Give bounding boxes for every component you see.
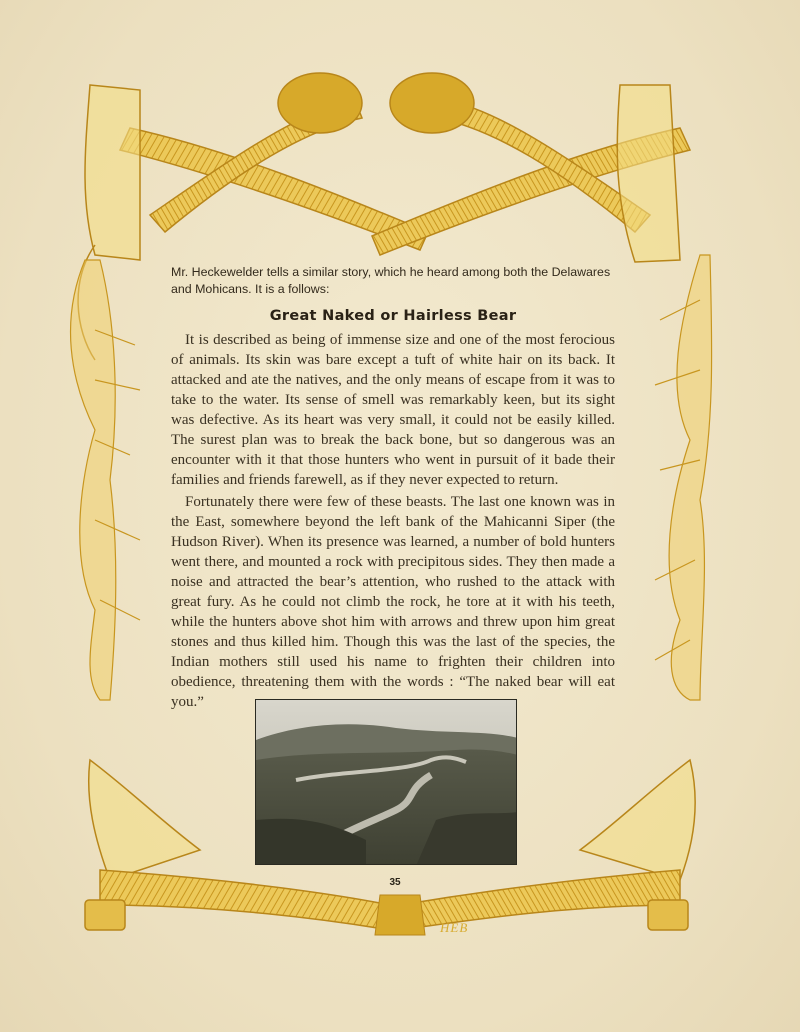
top-right-pipe-tomahawk bbox=[372, 73, 690, 262]
left-feather-ornament bbox=[71, 260, 140, 700]
bottom-center-knot bbox=[375, 895, 425, 935]
page-number: 35 bbox=[389, 877, 401, 888]
body-paragraph-2: Fortunately there were few of these beasts. The last one known was in the East, somewhere beyond the left bank of the Mahicanni Siper (the Hudson River). When its presence was learned, a number of bold hunters went there, and mounted a rock with precipitous sides. They then made a noise and attracted the bear’s attention, who rushed to the attack with great fury. As he could not climb the rock, he tore at it with his teeth, while the hunters above shot him with arrows and threw upon him great stones and thus killed him. Though this was the last of the species, the Indian mothers still used his name to frighten their children into obedience, threatening them with the words : “The naked bear will eat you.” bbox=[171, 494, 615, 710]
section-heading: Great Naked or Hairless Bear bbox=[269, 308, 517, 324]
photo-river-valley-image bbox=[256, 700, 517, 865]
text-block bbox=[171, 264, 615, 712]
artist-monogram: HEB bbox=[440, 920, 469, 935]
right-feather-ornament bbox=[655, 255, 712, 700]
body-paragraph-1: It is described as being of immense size and one of the most ferocious of animals. Its skin was bare except a tuft of white hair on its back. It attacked and ate the natives, and the only means of escape from it was to take to the water. Its sense of smell was remarkably keen, but its sight was defective. As its heart was very small, it could not be easily killed. The surest plan was to break the back bone, but so dangerous was an encounter with it that those hunters who went in pursuit of it bade their families and friends farewell, as if they never expected to return. bbox=[171, 332, 615, 488]
intro-paragraph: Mr. Heckewelder tells a similar story, which he heard among both the Delawares and Mohicans. It is a follows: bbox=[171, 265, 611, 296]
landscape-photograph bbox=[255, 699, 517, 865]
